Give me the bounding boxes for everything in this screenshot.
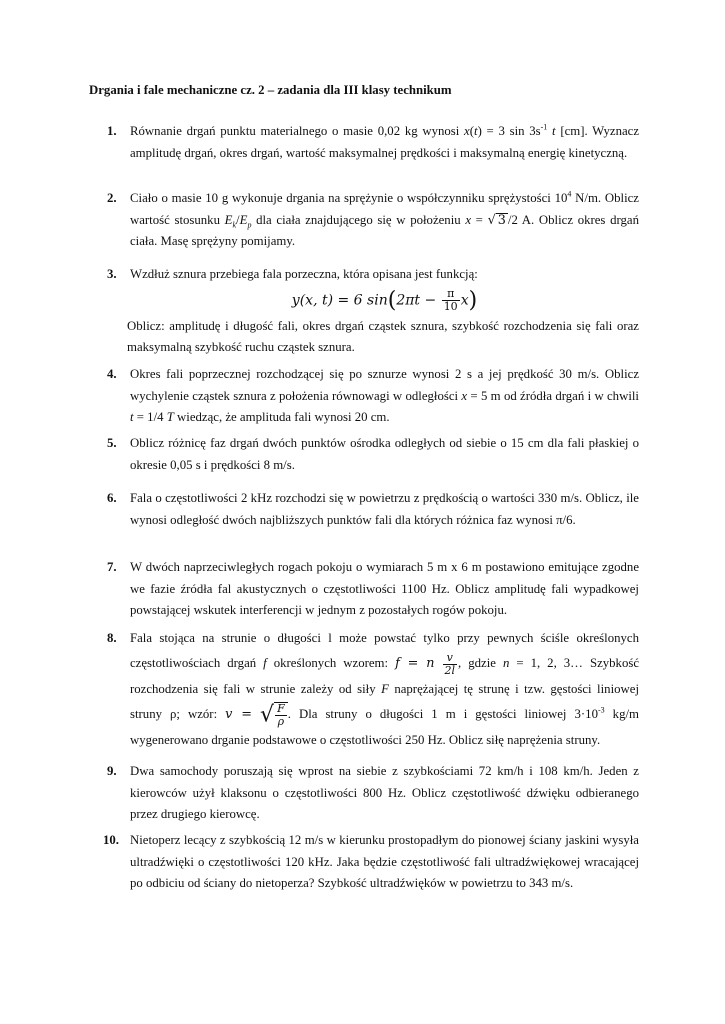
task-10 xyxy=(89,830,639,895)
task-text: Fala o częstotliwości 2 kHz rozchodzi się w powietrzu z prędkością o wartości 330 m/s. Oblicz, ile wynosi odległość dwóch najbliższych punktów fali dla których różnica faz wynosi π/6. xyxy=(130,491,639,527)
task-1 xyxy=(89,121,639,164)
task-text: W dwóch naprzeciwległych rogach pokoju o wymiarach 5 m x 6 m postawiono emitujące zgodne we fazie źródła fal akustycznych o częstotliwości 1100 Hz. Oblicz amplitudę fali wypadkowej powstającej wskutek interferencji w jednym z pozostałych rogów pokoju. xyxy=(130,560,639,617)
task-number: 1. xyxy=(107,124,117,138)
task-number: 10. xyxy=(103,833,119,847)
task-text: Równanie drgań punktu materialnego o masie 0,02 kg wynosi x(t) = 3 $\sin 3s^{-1}$ t [cm]. Wyznacz amplitudę drgań, okres drgań, wartość maksymalnej prędkości i maksymalną energię kinetyczną. xyxy=(130,122,640,160)
task-number: 5. xyxy=(107,436,117,450)
task-8 xyxy=(89,626,639,753)
task-text: Okres fali poprzecznej rozchodzącej się po sznurze wynosi 2 s a jej prędkość 30 m/s. Oblicz wychylenie cząstek sznura z położenia równowagi w odległości x = 5 m od źródła drgań i w chwili t = 1/4 T wiedząc, że amplituda fali wynosi 20 cm. xyxy=(130,367,639,424)
task-5 xyxy=(89,433,639,476)
task-9 xyxy=(89,761,639,826)
task-7 xyxy=(89,557,639,622)
task-text-2: Oblicz: amplitudę i długość fali, okres drgań cząstek sznura, szybkość rozchodzenia się fali oraz maksymalną szybkość ruchu cząstek sznura. xyxy=(127,318,639,354)
task-number: 4. xyxy=(107,367,117,381)
task-number: 6. xyxy=(107,491,117,505)
task-text: Wzdłuż sznura przebiega fala porzeczna, która opisana jest funkcją: y(x, t) = 6 sin(2πt − $\frac{\pi}{10}$ x) xyxy=(130,264,639,313)
task-text: Oblicz różnicę faz drgań dwóch punktów ośrodka odległych od siebie o 15 cm dla fali płaskiej o okresie 0,05 s i prędkości 8 m/s. xyxy=(130,436,639,472)
wave-equation: y(x, t) = 6 sin(2πt − $\frac{\pi}{10}$ x) xyxy=(291,286,478,313)
task-text: Nietoperz lecący z szybkością 12 m/s w kierunku prostopadłym do pionowej ściany jaskini wysyła ultradźwięki o częstotliwości 120 kHz. Jaka będzie częstotliwość fali ultradźwiękowej wracającej po odbiciu od ściany do nietoperza? Szybkość ultradźwięków w powietrzu to 343 m/s. xyxy=(130,833,639,890)
task-number: 7. xyxy=(107,560,117,574)
task-6 xyxy=(89,488,639,531)
task-number: 3. xyxy=(107,267,117,281)
task-4 xyxy=(89,364,639,429)
task-text: Dwa samochody poruszają się wprost na siebie z szybkościami 72 km/h i 108 km/h. Jeden z kierowców użył klaksonu o częstotliwości 800 Hz. Oblicz częstotliwość dźwięku odbieranego przez drugiego kierowcę. xyxy=(130,764,639,821)
task-2 xyxy=(89,188,639,253)
task-number: 8. xyxy=(107,631,117,645)
task-number: 9. xyxy=(107,764,117,778)
task-3 xyxy=(89,264,639,359)
page-title: Drgania i fale mechaniczne cz. 2 – zadania dla III klasy technikum xyxy=(89,83,452,97)
task-text: Fala stojąca na strunie o długości l może powstać tylko przy pewnych ściśle określonych częstotliwościach drgań f określonych wzorem: f = n $\frac{v}{2l}$ , gdzie n = 1, 2, 3… Szybkość rozchodzenia się fali w strunie zależy od siły F naprężającej tę strunę i tzw. gęstości liniowej struny ρ; wzór: v = √ $\frac{F}{\rho}$ . Dla struny o długości 1 m i gęstości liniowej $3\cdot 10^{-3}$ kg/m wygenerowano drganie podstawowe o częstotliwości 250 Hz. Oblicz siłę naprężenia struny. xyxy=(130,631,640,747)
task-text: Ciało o masie 10 g wykonuje drgania na sprężynie o współczynniku sprężystości $10^4$ N/m. Oblicz wartość stosunku $E_k/E_p$ dla ciała znajdującego się w położeniu x = √ 3 /2 A. Oblicz okres drgań ciała. Masę sprężyny pomijamy. xyxy=(130,189,639,248)
task-number: 2. xyxy=(107,191,117,205)
